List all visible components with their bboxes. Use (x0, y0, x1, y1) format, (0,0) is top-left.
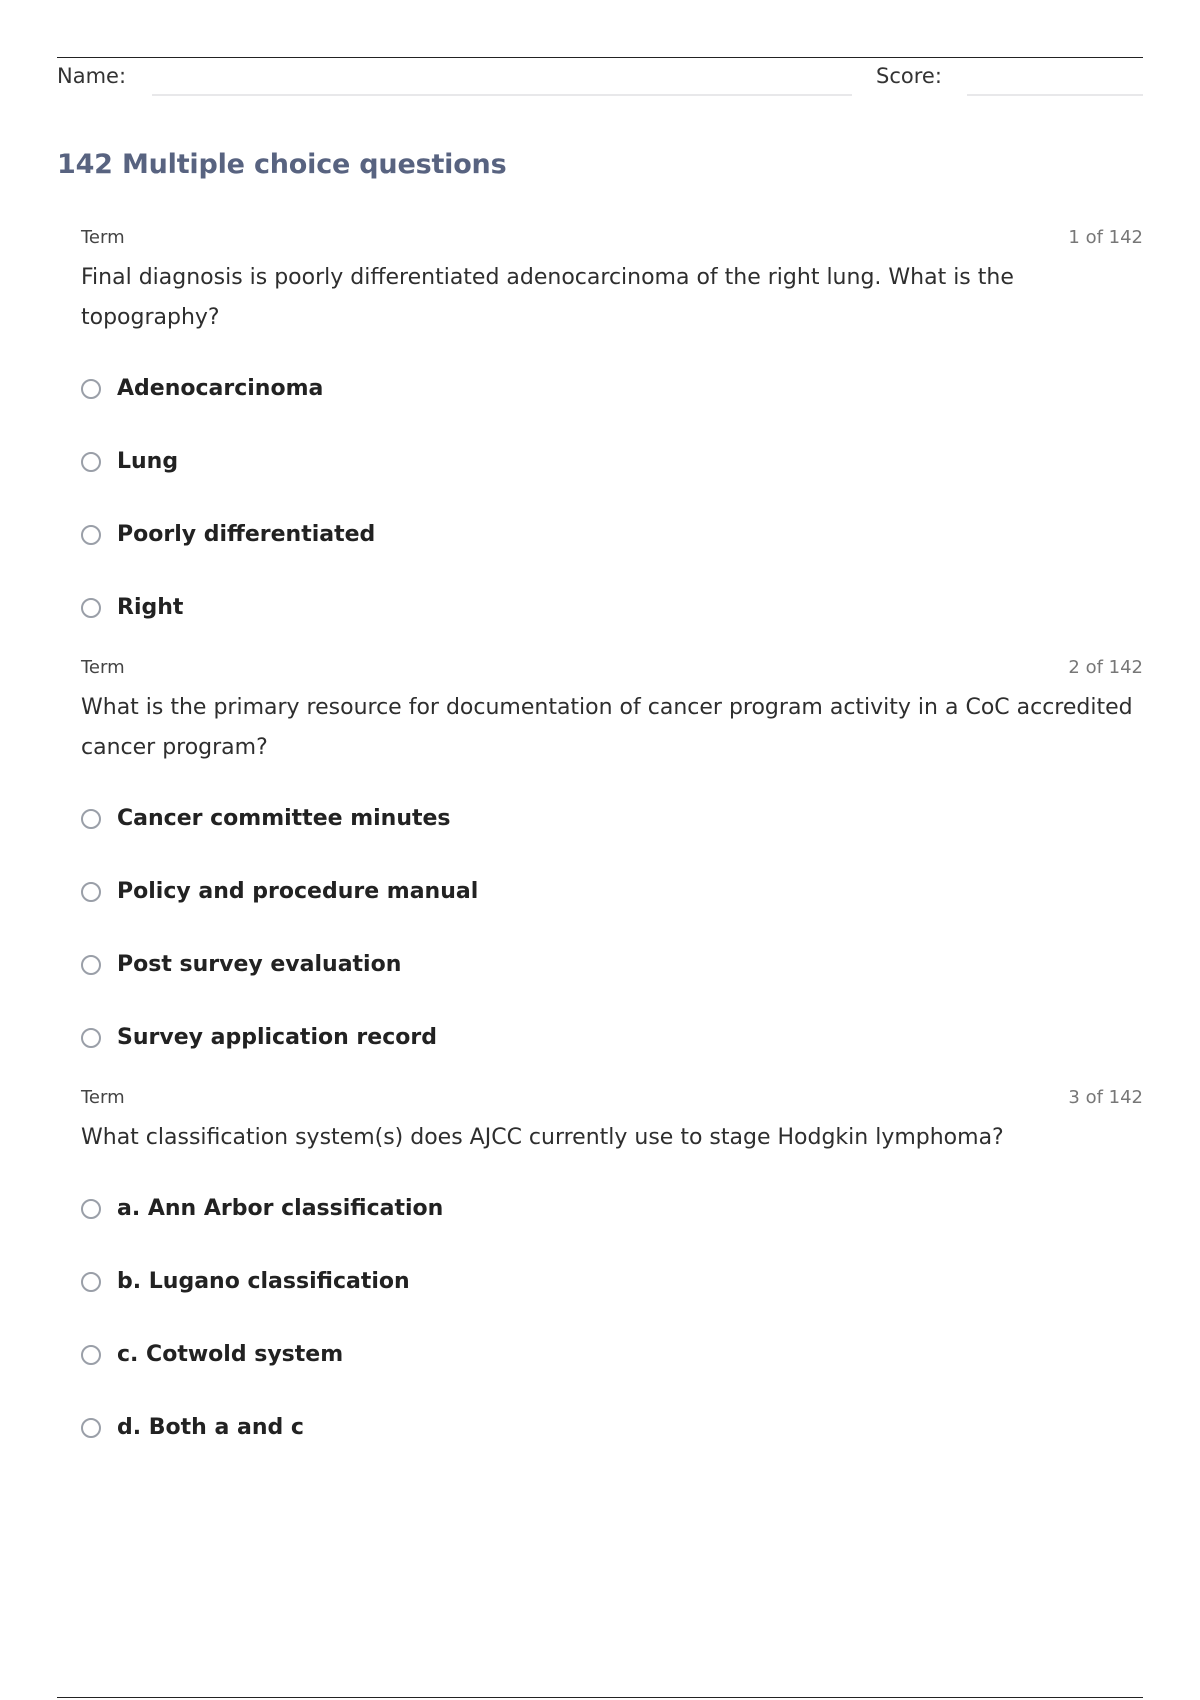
answer-label: Post survey evaluation (117, 952, 402, 977)
answer-options (81, 1172, 1143, 1464)
answer-label: b. Lugano classification (117, 1269, 410, 1294)
question-3 (81, 1084, 1143, 1514)
answer-option[interactable] (81, 1172, 1143, 1245)
answer-label: d. Both a and c (117, 1415, 304, 1440)
radio-button-icon[interactable] (81, 1272, 101, 1292)
answer-label: Lung (117, 449, 179, 474)
term-label: Term (81, 1087, 125, 1108)
answer-option[interactable] (81, 498, 1143, 571)
name-field-line[interactable] (152, 94, 852, 96)
question-1 (81, 224, 1143, 654)
answer-label: Right (117, 595, 184, 620)
question-counter: 1 of 142 (1068, 227, 1143, 248)
question-text: What classification system(s) does AJCC currently use to stage Hodgkin lymphoma? (81, 1125, 1004, 1150)
answer-label: Survey application record (117, 1025, 437, 1050)
term-label: Term (81, 227, 125, 248)
answer-options (81, 352, 1143, 644)
radio-button-icon[interactable] (81, 1418, 101, 1438)
radio-button-icon[interactable] (81, 525, 101, 545)
answer-label: a. Ann Arbor classification (117, 1196, 444, 1221)
question-counter: 3 of 142 (1068, 1087, 1143, 1108)
answer-option[interactable] (81, 1245, 1143, 1318)
score-field-line[interactable] (967, 94, 1143, 96)
question-text: What is the primary resource for documentation of cancer program activity in a CoC accredited cancer program? (81, 695, 1133, 760)
question-2 (81, 654, 1143, 1084)
answer-label: Adenocarcinoma (117, 376, 324, 401)
question-counter: 2 of 142 (1068, 657, 1143, 678)
question-list (81, 224, 1143, 1514)
answer-option[interactable] (81, 425, 1143, 498)
question-text: Final diagnosis is poorly differentiated adenocarcinoma of the right lung. What is the topography? (81, 265, 1014, 330)
score-label: Score: (876, 64, 942, 88)
answer-option[interactable] (81, 928, 1143, 1001)
radio-button-icon[interactable] (81, 955, 101, 975)
answer-option[interactable] (81, 782, 1143, 855)
answer-option[interactable] (81, 352, 1143, 425)
answer-label: c. Cotwold system (117, 1342, 344, 1367)
page-title: 142 Multiple choice questions (57, 149, 507, 180)
bottom-rule (57, 1697, 1143, 1698)
question-header (81, 1084, 1143, 1114)
question-header (81, 224, 1143, 254)
radio-button-icon[interactable] (81, 1345, 101, 1365)
name-label: Name: (57, 64, 127, 88)
answer-label: Cancer committee minutes (117, 806, 451, 831)
answer-option[interactable] (81, 1318, 1143, 1391)
answer-option[interactable] (81, 1391, 1143, 1464)
radio-button-icon[interactable] (81, 809, 101, 829)
answer-label: Poorly differentiated (117, 522, 376, 547)
radio-button-icon[interactable] (81, 1199, 101, 1219)
radio-button-icon[interactable] (81, 598, 101, 618)
radio-button-icon[interactable] (81, 1028, 101, 1048)
radio-button-icon[interactable] (81, 882, 101, 902)
answer-option[interactable] (81, 855, 1143, 928)
top-rule (57, 57, 1143, 58)
radio-button-icon[interactable] (81, 379, 101, 399)
radio-button-icon[interactable] (81, 452, 101, 472)
worksheet-header (57, 64, 1143, 100)
answer-option[interactable] (81, 571, 1143, 644)
answer-options (81, 782, 1143, 1074)
question-header (81, 654, 1143, 684)
answer-option[interactable] (81, 1001, 1143, 1074)
term-label: Term (81, 657, 125, 678)
answer-label: Policy and procedure manual (117, 879, 479, 904)
